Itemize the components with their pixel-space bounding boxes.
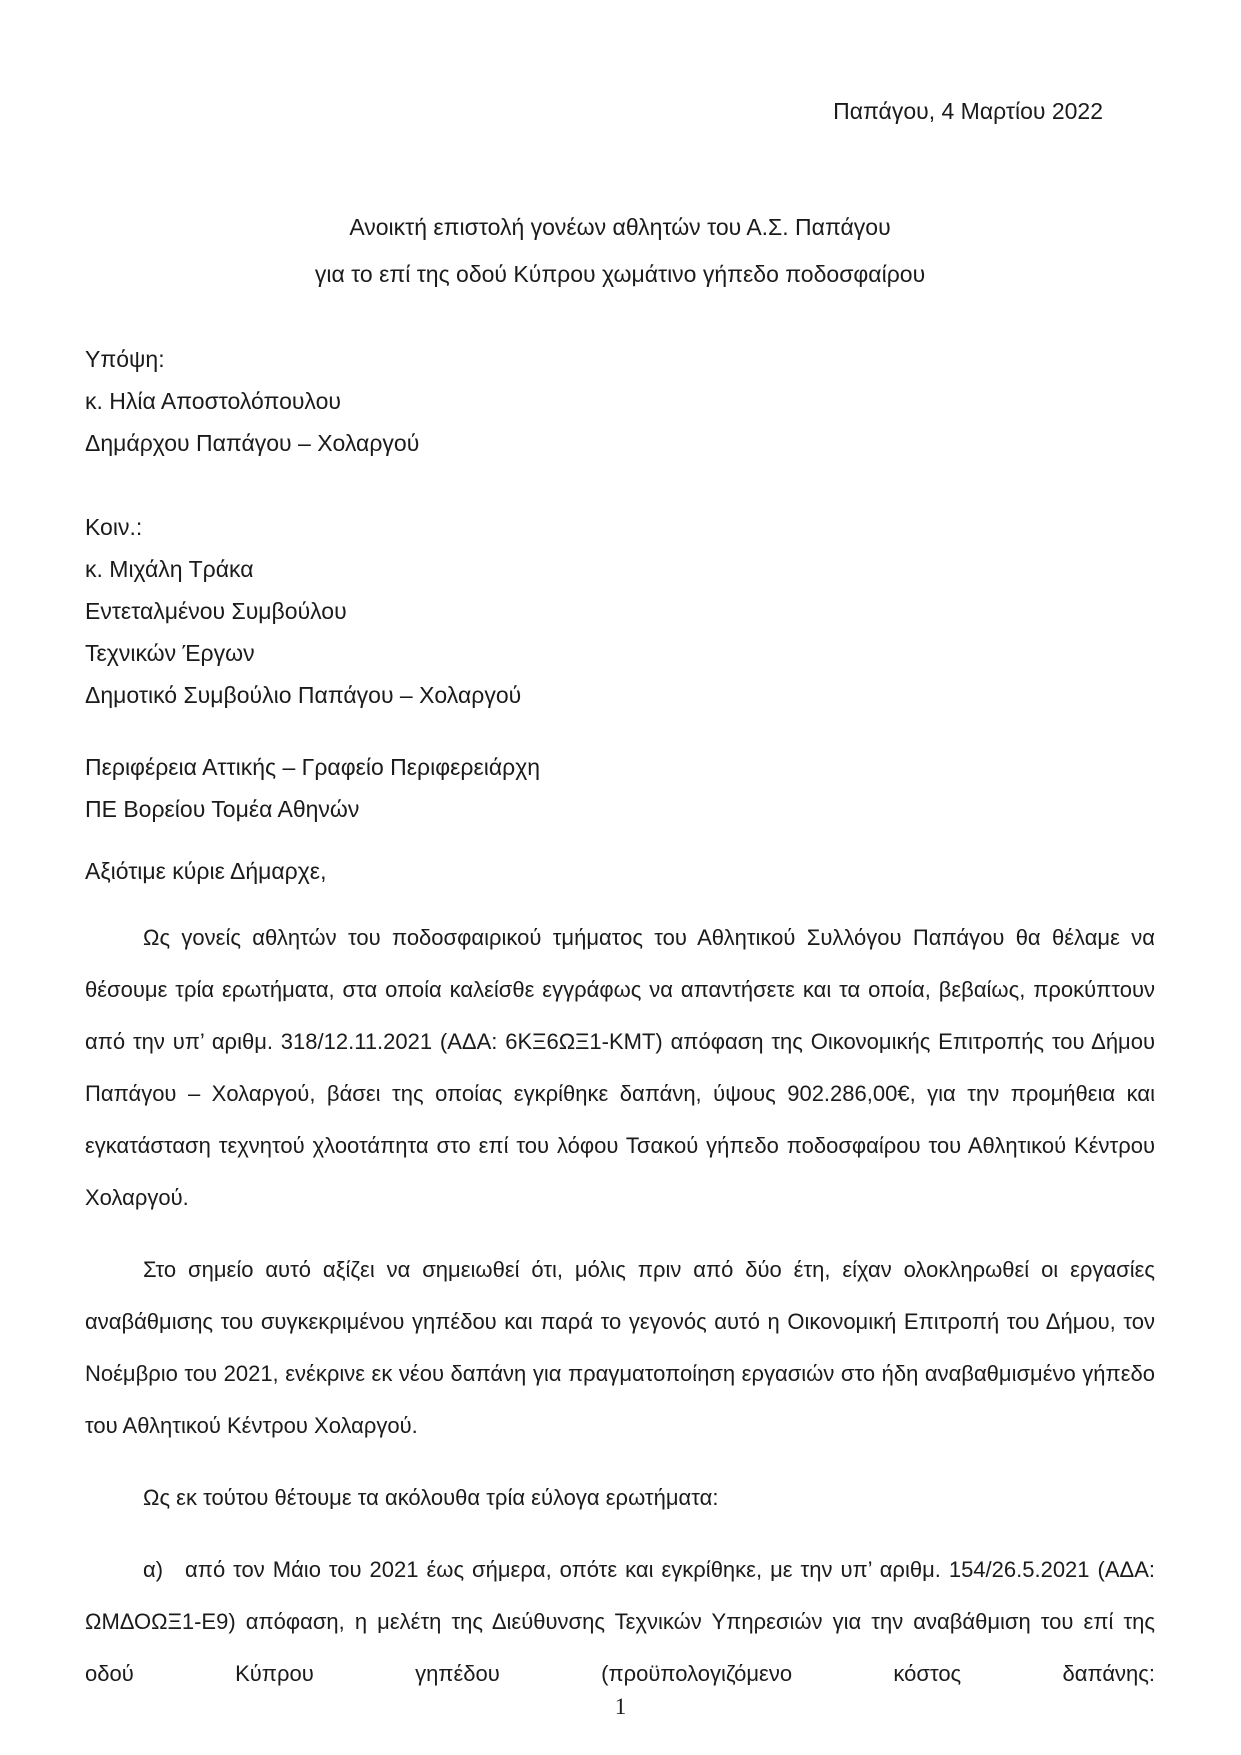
body-paragraph-question-a: α) από τον Μάιο του 2021 έως σήμερα, οπότε και εγκρίθηκε, με την υπ’ αριθμ. 154/26.5.2021 (ΑΔΑ: ΩΜΔΟΩΞ1-Ε9) απόφαση, η μελέτη της Διεύθυνσης Τεχνικών Υπηρεσιών για την αναβάθμιση του επί της οδού Κύπρου γηπέδου (προϋπολογιζόμενο κόστος δαπάνης: bbox=[85, 1557, 1155, 1686]
cc-block bbox=[85, 506, 1155, 716]
region-block bbox=[85, 746, 1155, 830]
page-number: 1 bbox=[614, 1694, 627, 1719]
date-line: Παπάγου, 4 Μαρτίου 2022 bbox=[833, 98, 1103, 124]
letter-title-line-1: Ανοικτή επιστολή γονέων αθλητών του Α.Σ. Παπάγου bbox=[349, 214, 891, 240]
body-paragraph-1: Ως γονείς αθλητών του ποδοσφαιρικού τμήματος του Αθλητικού Συλλόγου Παπάγου θα θέλαμε να θέσουμε τρία ερωτήματα, στα οποία καλείσθε εγγράφως να απαντήσετε και τα οποία, βεβαίως, προκύπτουν από την υπ’ αριθμ. 318/12.11.2021 (ΑΔΑ: 6ΚΞ6ΩΞ1-ΚΜΤ) απόφαση της Οικονομικής Επιτροπής του Δήμου Παπάγου – Χολαργού, βάσει της οποίας εγκρίθηκε δαπάνη, ύψους 902.286,00€, για την προμήθεια και εγκατάσταση τεχνητού χλοοτάπητα στο επί του λόφου Τσακού γήπεδο ποδοσφαίρου του Αθλητικού Κέντρου Χολαργού. bbox=[85, 925, 1155, 1210]
address-line: κ. Μιχάλη Τράκα bbox=[85, 556, 254, 582]
address-line: Δημοτικό Συμβούλιο Παπάγου – Χολαργού bbox=[85, 682, 522, 708]
body-paragraph-3: Ως εκ τούτου θέτουμε τα ακόλουθα τρία εύλογα ερωτήματα: bbox=[143, 1485, 719, 1510]
cc-label: Κοιν.: bbox=[85, 514, 143, 540]
attention-block bbox=[85, 338, 1155, 464]
letter-title bbox=[85, 204, 1155, 298]
address-line: Εντεταλμένου Συμβούλου bbox=[85, 598, 347, 624]
salutation: Αξιότιμε κύριε Δήμαρχε, bbox=[85, 858, 327, 884]
address-line: ΠΕ Βορείου Τομέα Αθηνών bbox=[85, 796, 360, 822]
body-paragraph-2: Στο σημείο αυτό αξίζει να σημειωθεί ότι, μόλις πριν από δύο έτη, είχαν ολοκληρωθεί οι εργασίες αναβάθμισης του συγκεκριμένου γηπέδου και παρά το γεγονός αυτό η Οικονομική Επιτροπή του Δήμου, τον Νοέμβριο του 2021, ενέκρινε εκ νέου δαπάνη για πραγματοποίηση εργασιών στο ήδη αναβαθμισμένο γήπεδο του Αθλητικού Κέντρου Χολαργού. bbox=[85, 1257, 1155, 1438]
address-line: Περιφέρεια Αττικής – Γραφείο Περιφερειάρχη bbox=[85, 754, 541, 780]
address-line: Τεχνικών Έργων bbox=[85, 640, 255, 666]
address-line: κ. Ηλία Αποστολόπουλου bbox=[85, 388, 341, 414]
attention-label: Υπόψη: bbox=[85, 346, 165, 372]
letter-content bbox=[0, 96, 1241, 1700]
letter-title-line-2: για το επί της οδού Κύπρου χωμάτινο γήπεδο ποδοσφαίρου bbox=[314, 261, 926, 287]
address-line: Δημάρχου Παπάγου – Χολαργού bbox=[85, 430, 420, 456]
